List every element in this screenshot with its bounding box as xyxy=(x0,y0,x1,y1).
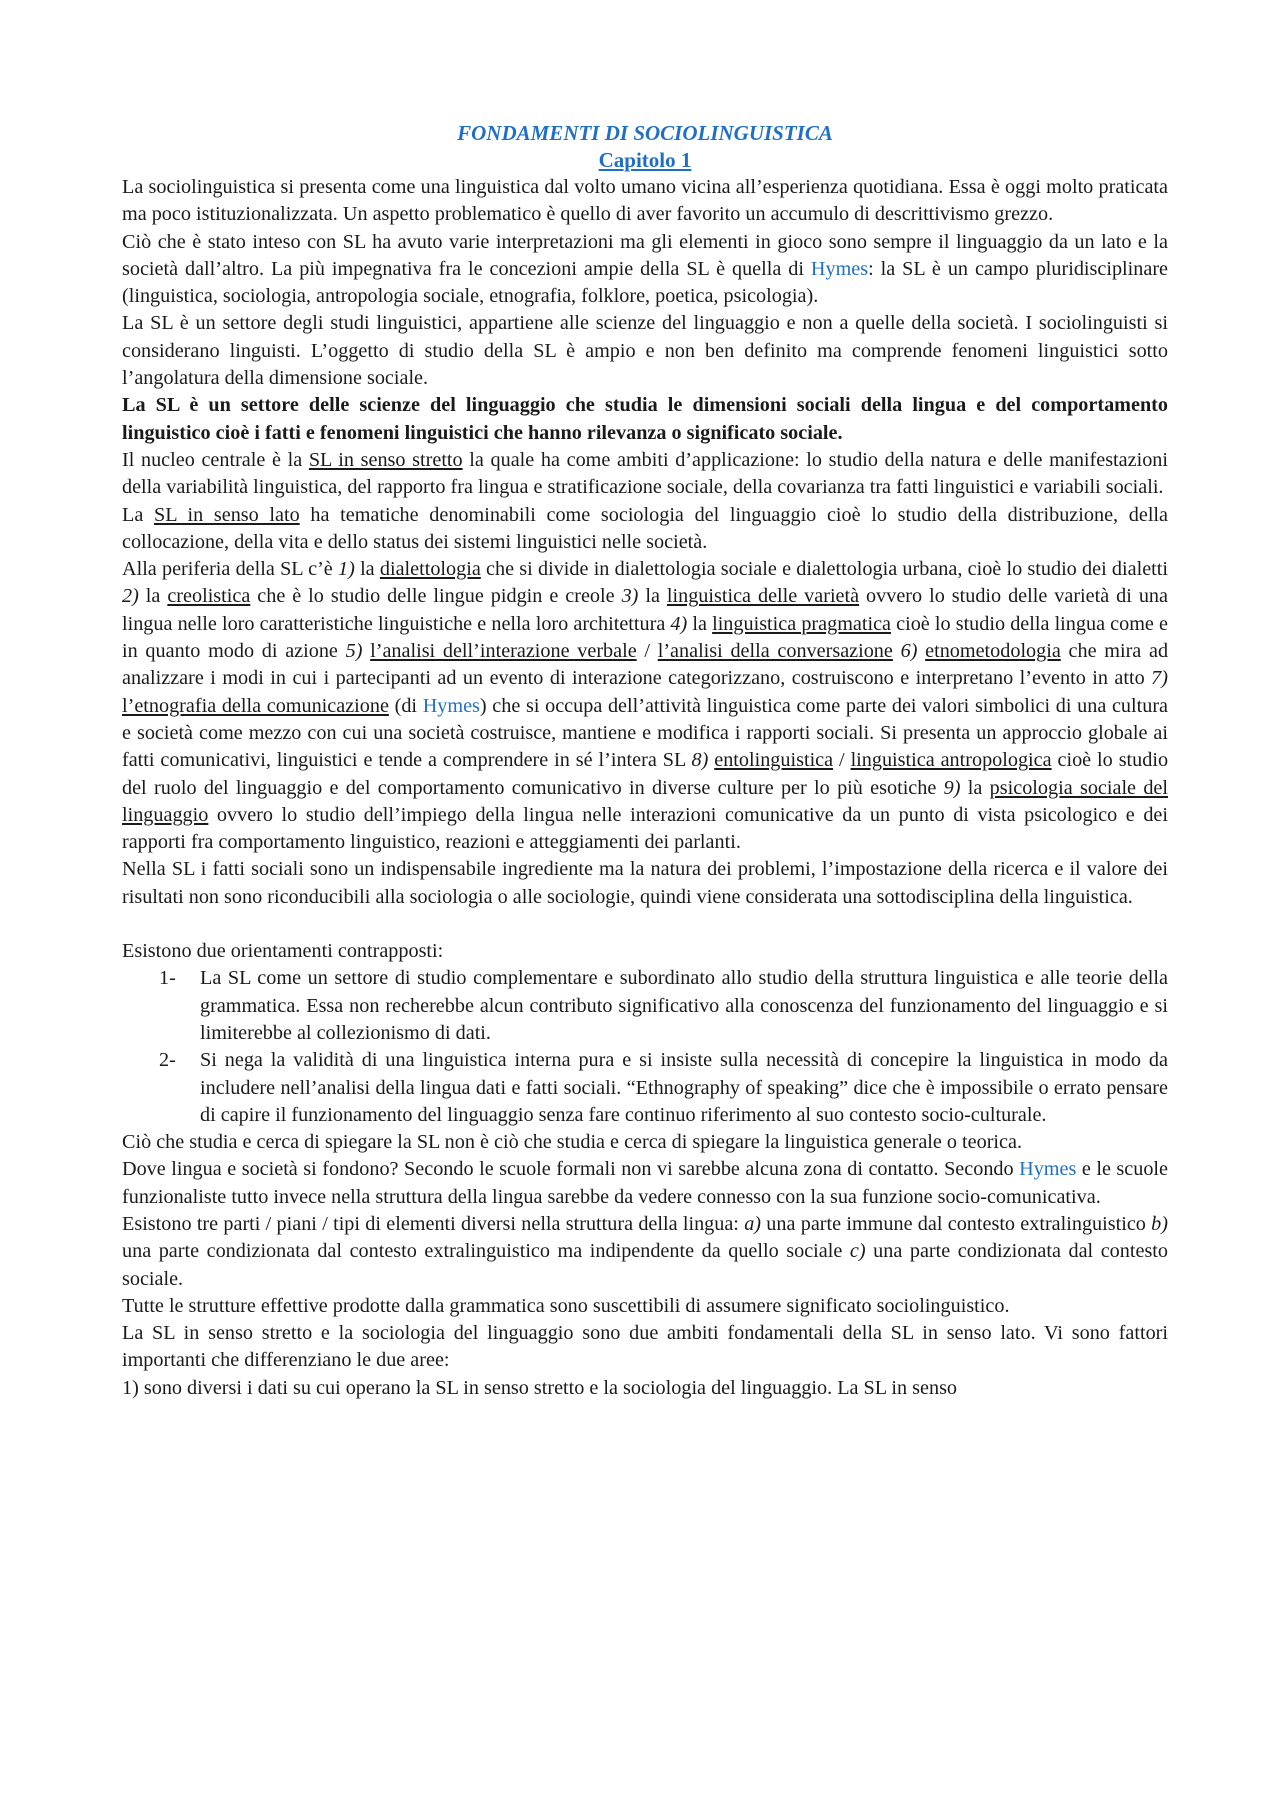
hymes-reference: Hymes xyxy=(422,694,480,717)
text-run: che è lo studio delle lingue pidgin e creole xyxy=(250,585,622,608)
text-run: la xyxy=(354,558,380,581)
text-run: la xyxy=(138,585,168,608)
list-marker: 2) xyxy=(122,585,139,608)
paragraph-factor-1: 1) sono diversi i dati su cui operano la SL in senso stretto e la sociologia del linguaggio. La SL in senso xyxy=(122,1376,958,1399)
paragraph-interpretations xyxy=(122,229,1168,311)
list-marker: 5) xyxy=(345,640,363,663)
text-run: Esistono tre parti / piani / tipi di elementi diversi nella struttura della lingua: xyxy=(122,1212,745,1235)
hymes-reference: Hymes xyxy=(810,257,869,280)
text-run: la xyxy=(638,585,667,608)
text-run: ) che si occupa dell’attività linguistica come parte dei valori simbolici di una cultura e società come mezzo con cui una società costruisce, mantiene e modifica i rapporti sociali. Si presenta un approccio globale ai fatti comunicativi, linguistici e tende a comprendere in sé l’intera SL xyxy=(122,694,1168,772)
list-marker: 1) xyxy=(338,558,355,581)
list-marker: 7) xyxy=(1151,667,1168,690)
term-linguistica-varieta: linguistica delle varietà xyxy=(666,585,860,608)
text-run: ha tematiche denominabili come sociologia del linguaggio cioè lo studio della distribuzione, della collocazione, della vita e dello status dei sistemi linguistici nelle società. xyxy=(122,503,1168,553)
orientations-list xyxy=(122,965,1168,1129)
paragraph-intro: La sociolinguistica si presenta come una linguistica dal volto umano vicina all’esperienza quotidiana. Essa è oggi molto praticata ma poco istituzionalizzata. Un aspetto problematico è quello di aver favorito un accumulo di descrittivismo grezzo. xyxy=(122,176,1168,226)
paragraph-three-parts xyxy=(122,1211,1168,1293)
term-etnometodologia: etnometodologia xyxy=(925,640,1061,663)
list-item xyxy=(122,965,1168,1047)
text-run: Ciò che è stato inteso con SL ha avuto varie interpretazioni ma gli elementi in gioco sono sempre il linguaggio da un lato e la società dall’altro. La più impegnativa fra le concezioni ampie della SL è quella di xyxy=(122,230,1168,280)
list-marker: b) xyxy=(1151,1212,1168,1235)
text-run: : la SL è un campo pluridisciplinare (linguistica, sociologia, antropologia sociale, etnografia, folklore, poetica, psicologia). xyxy=(122,257,1169,308)
paragraph-orientations-intro: Esistono due orientamenti contrapposti: xyxy=(122,940,444,963)
term-etnografia-comunicazione: l’etnografia della comunicazione xyxy=(122,694,389,717)
list-marker: 3) xyxy=(621,585,639,608)
text-run: La xyxy=(122,503,154,526)
paragraph-periphery xyxy=(122,556,1168,856)
document-body xyxy=(122,120,1168,1402)
list-item-text: Si nega la validità di una linguistica interna pura e si insiste sulla necessità di concepire la linguistica in modo da includere nell’analisi della lingua dati e fatti sociali. “Ethnography of speaking” dice che è impossibile o errato pensare di capire il funzionamento del linguaggio senza fare continuo riferimento al suo contesto socio-culturale. xyxy=(200,1049,1168,1126)
text-run: una parte immune dal contesto extralinguistico xyxy=(761,1212,1152,1235)
list-number: 1- xyxy=(159,967,176,990)
text-run: Dove lingua e società si fondono? Secondo le scuole formali non vi sarebbe alcuna zona di contatto. Secondo xyxy=(122,1158,1020,1181)
hymes-reference: Hymes xyxy=(1019,1158,1077,1181)
text-run: la xyxy=(687,612,713,635)
text-run: cioè lo studio della lingua come e in quanto modo di azione xyxy=(122,612,1168,663)
paragraph-sector: La SL è un settore degli studi linguistici, appartiene alle scienze del linguaggio e non a quelle della società. I sociolinguisti si considerano linguisti. L’oggetto di studio della SL è ampio e non ben definito ma comprende fenomeni linguistici sotto l’angolatura della dimensione sociale. xyxy=(122,312,1168,390)
list-number: 2- xyxy=(159,1049,176,1072)
list-marker: 6) xyxy=(900,640,918,663)
term-linguistica-antropologica: linguistica antropologica xyxy=(850,749,1052,772)
text-run: cioè lo studio del ruolo del linguaggio e del comportamento comunicativo in diverse culture per lo più esotiche xyxy=(122,749,1169,799)
text-run: / xyxy=(833,749,851,772)
term-entolinguistica: entolinguistica xyxy=(714,749,834,772)
list-marker: 8) xyxy=(691,749,709,772)
paragraph-broad-sense xyxy=(122,502,1168,557)
text-run: Alla periferia della SL c’è xyxy=(122,558,338,581)
term-creolistica: creolistica xyxy=(167,585,251,608)
term-analisi-interazione: l’analisi dell’interazione verbale xyxy=(370,640,637,663)
text-run: ovvero lo studio dell’impiego della lingua nelle interazioni comunicative da un punto di vista psicologico e dei rapporti fra comportamento linguistico, reazioni e atteggiamenti dei parlanti. xyxy=(122,803,1168,854)
paragraph-definition-bold: La SL è un settore delle scienze del linguaggio che studia le dimensioni sociali della lingua e del comportamento linguistico cioè i fatti e fenomeni linguistici che hanno rilevanza o significato sociale. xyxy=(122,394,1168,444)
text-run: una parte condizionata dal contesto extralinguistico ma indipendente da quello sociale xyxy=(122,1240,850,1263)
list-marker: a) xyxy=(744,1212,762,1235)
text-run: la quale ha come ambiti d’applicazione: lo studio della natura e delle manifestazioni della variabilità linguistica, del rapporto fra lingua e stratificazione sociale, della covarianza tra fatti linguistici e variabili sociali. xyxy=(122,448,1168,499)
paragraph-two-areas: La SL in senso stretto e la sociologia del linguaggio sono due ambiti fondamentali della SL in senso lato. Vi sono fattori importanti che differenziano le due aree: xyxy=(122,1322,1168,1372)
text-run: / xyxy=(636,640,658,663)
document-title: FONDAMENTI DI SOCIOLINGUISTICA xyxy=(457,121,833,145)
text-run: che si divide in dialettologia sociale e dialettologia urbana, cioè lo studio dei dialetti xyxy=(480,558,1168,581)
paragraph-strict-sense xyxy=(122,447,1168,502)
term-linguistica-pragmatica: linguistica pragmatica xyxy=(712,612,891,635)
term-sl-strict: SL in senso stretto xyxy=(308,448,463,471)
text-run xyxy=(893,640,901,662)
paragraph-structures: Tutte le strutture effettive prodotte dalla grammatica sono suscettibili di assumere significato sociolinguistico. xyxy=(122,1294,1010,1317)
text-run: (di xyxy=(388,694,423,717)
term-analisi-conversazione: l’analisi della conversazione xyxy=(657,640,893,663)
text-run: ovvero lo studio delle varietà di una lingua nelle loro caratteristiche linguistiche e nella loro architettura xyxy=(122,585,1168,635)
text-run: che mira ad analizzare i modi in cui i partecipanti ad un evento di interazione categorizzano, costruiscono e interpretano l’evento in atto xyxy=(122,640,1169,690)
paragraph-social-facts: Nella SL i fatti sociali sono un indispensabile ingrediente ma la natura dei problemi, l’impostazione della ricerca e il valore dei risultati non sono riconducibili alla sociologia o alle sociologie, quindi viene considerata una sottodisciplina della linguistica. xyxy=(122,858,1168,908)
text-run xyxy=(917,640,925,662)
paragraph-language-society xyxy=(122,1156,1168,1211)
list-item xyxy=(122,1047,1168,1129)
list-marker: 9) xyxy=(943,776,961,799)
text-run: e le scuole funzionaliste tutto invece nella struttura della lingua sarebbe da vedere connesso con la sua funzione socio-comunicativa. xyxy=(122,1158,1168,1208)
text-run: una parte condizionata dal contesto sociale. xyxy=(122,1240,1169,1290)
text-run: la xyxy=(960,776,990,799)
paragraph-general-linguistics: Ciò che studia e cerca di spiegare la SL non è ciò che studia e cerca di spiegare la linguistica generale o teorica. xyxy=(122,1131,1022,1154)
term-psicologia-sociale: psicologia sociale del linguaggio xyxy=(122,776,1168,826)
paragraph-spacer xyxy=(122,911,1168,938)
term-dialettologia: dialettologia xyxy=(379,558,481,581)
text-run xyxy=(362,640,370,662)
list-marker: c) xyxy=(849,1240,866,1263)
term-sl-broad: SL in senso lato xyxy=(153,503,300,526)
text-run: Il nucleo centrale è la xyxy=(122,448,309,471)
list-item-text: La SL come un settore di studio complementare e subordinato allo studio della struttura linguistica e alle teorie della grammatica. Essa non recherebbe alcun contributo significativo alla conoscenza del funzionamento del linguaggio e si limiterebbe al collezionismo di dati. xyxy=(200,967,1168,1044)
list-marker: 4) xyxy=(670,612,688,635)
chapter-heading: Capitolo 1 xyxy=(598,148,692,172)
